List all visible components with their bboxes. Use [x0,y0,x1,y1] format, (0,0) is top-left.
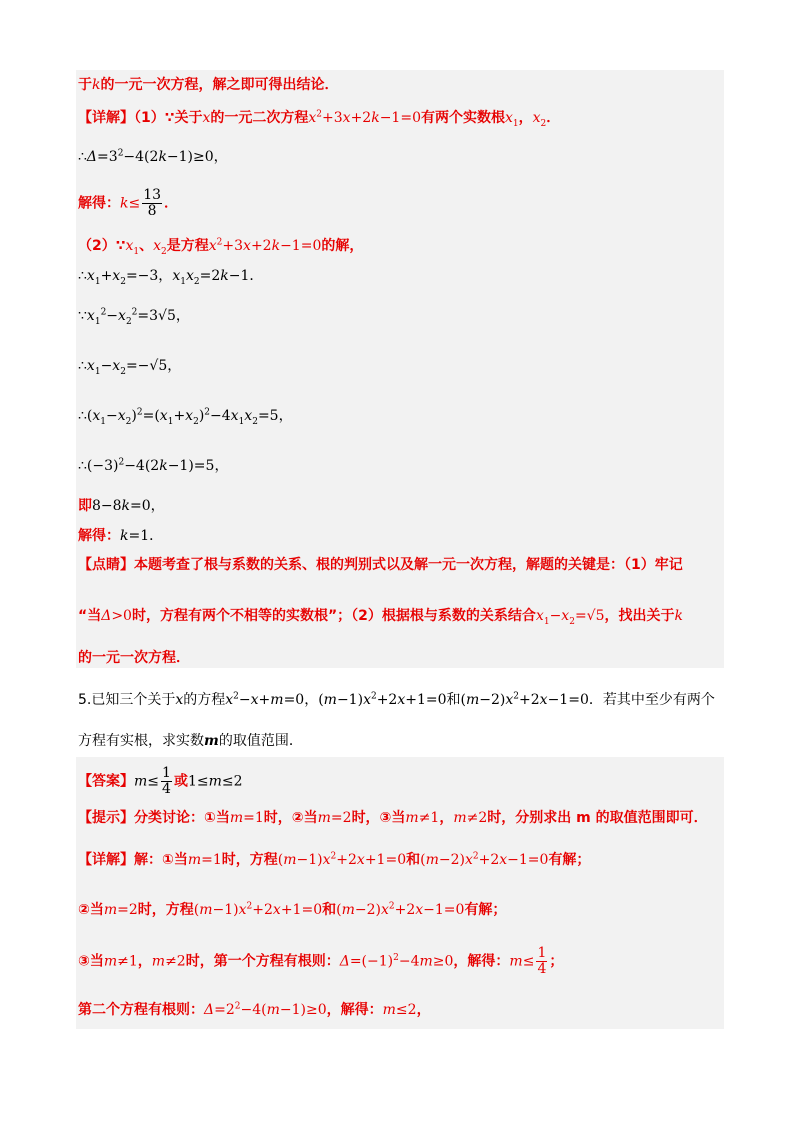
line-13: 【点睛】本题考查了根与系数的关系、根的判别式以及解一元一次方程，解题的关键是：（1）牢记 [78,557,683,573]
line-5: $(2)\because x_1$、$x_2$是方程$x^2+3x+2k-1=0$的解， [78,237,364,257]
line-3: $\therefore\Delta=3^2-4(2k-1)\ge 0$， [78,148,228,165]
line-8: $\therefore x_1-x_2=-√5$， [78,358,182,377]
line-1: 于k的一元一次方程，解之即可得出结论． [78,77,339,93]
detail-line-2: ②当m=2时，方程$(m-1)x^2+2x+1=0$和$(m-2)x^2+2x-1=0$有解； [78,901,507,918]
detail-line-1: 【详解】解：①当m=1时，方程$(m-1)x^2+2x+1=0$和$(m-2)x^2+2x-1=0$有解； [78,851,591,868]
answer-panel [76,757,724,1029]
line-14: “当Δ>0时，方程有两个不相等的实数根”；（2）根据根与系数的关系结合$x_1-x_2=√5$，找出关于k [78,608,683,627]
detail-line-3: ③当m≠1，m≠2时，第一个方程有根则：$\Delta=(-1)^2-4m\ge 0$，解得：m≤ $\frac{1}{4}$ ； [78,945,564,977]
answer-line: 【答案】m≤ $\frac{1}{4}$ 或1≤m≤2 [78,765,243,797]
line-4: 解得：k≤ $\frac{13}{8}$ ． [78,187,179,219]
line-6: $\therefore x_1+x_2=-3$，$x_1x_2=2k-1$． [78,268,264,287]
line-7: $\because x_1^2-x_2^2=3√5$， [78,307,190,327]
line-11: 即8−8k=0， [78,498,165,514]
detail-line-4: 第二个方程有根则：$\Delta=2^2-4(m-1)\ge 0$，解得：m≤2， [78,1001,431,1018]
line-12: 解得：k=1． [78,528,164,544]
line-15: 的一元一次方程． [78,650,190,666]
question-5-line-2: 方程有实根，求实数m的取值范围． [78,733,303,749]
line-10: $\therefore(-3)^2-4(2k-1)=5$， [78,457,229,474]
line-2: 【详解】（1）∵关于x的一元二次方程$x^2+3x+2k-1=0$有两个实数根$x_1$，$x_2$． [78,109,561,129]
line-9: $\therefore(x_1-x_2)^2=(x_1+x_2)^2-4x_1x_2=5$， [78,407,293,427]
hint-line: 【提示】分类讨论：①当m=1时，②当m=2时，③当m≠1，m≠2时，分别求出 m 的取值范围即可． [78,810,708,826]
question-5-line-1: 5.已知三个关于x的方程$x^2-x+m=0$，$(m-1)x^2+2x+1=0$和$(m-2)x^2+2x-1=0$．若其中至少有两个 [78,691,715,708]
